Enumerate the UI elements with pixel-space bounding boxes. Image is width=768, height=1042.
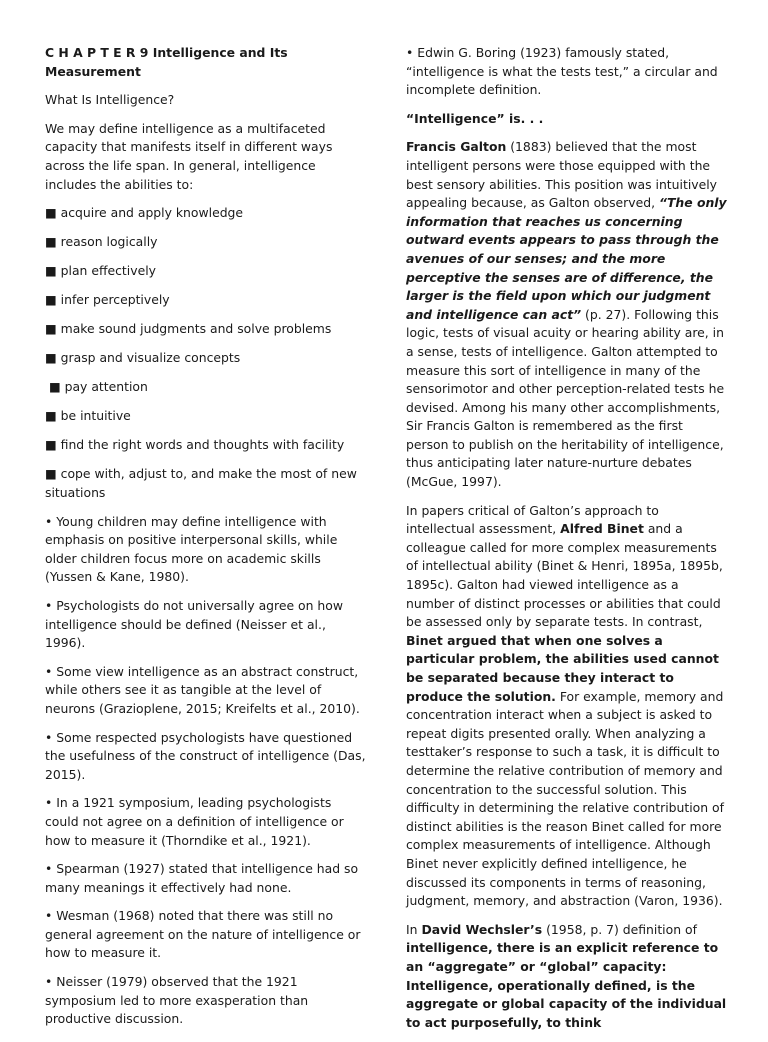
binet-text-3: For example, memory and concentration interact when a subject is asked to repeat digits presented orally. When analyzing a testtaker’s response to such a task, it is difficult to determine the relative contribution of memory and concentration to the successful solution. This difficulty in determining the relative contribution of distinct abilities is the reason Binet called for more complex measurements of intelligence. Although Binet never explicitly defined intelligence, he discussed its components in terms of reasoning, judgment, memory, and abstraction (Varon, 1936). [406, 688, 724, 909]
section-heading: What Is Intelligence? [45, 92, 175, 108]
wechsler-bold: intelligence, there is an explicit reference to an “aggregate” or “global” capacity: Intelligence, operationally defined, is the aggregate or global capacity of the individual to act purposefully, to think [406, 940, 727, 1030]
bullet-item: • Some view intelligence as an abstract construct, while others see it as tangible at the level of neurons (Grazioplene, 2015; Kreifelts et al., 2010). [45, 663, 360, 716]
ability-item: ■ find the right words and thoughts with facility [45, 437, 345, 453]
galton-text-2: (p. 27). Following this logic, tests of visual acuity or hearing ability are, in a sense, tests of intelligence. Galton attempted to measure this sort of intelligence in many of the sensorimotor and other perception-related tests he devised. Among his many other accomplishments, Sir Francis Galton is remembered as the first person to publish on the heritability of intelligence, thus anticipating later nature-nurture debates (McGue, 1997). [406, 306, 725, 490]
wechsler-name: David Wechsler’s [421, 921, 543, 937]
ability-item: ■ grasp and visualize concepts [45, 350, 241, 366]
binet-name: Alfred Binet [560, 521, 644, 537]
ability-item: ■ make sound judgments and solve problems [45, 321, 332, 337]
ability-item: ■ pay attention [45, 379, 148, 395]
intro-paragraph: We may define intelligence as a multifaceted capacity that manifests itself in different ways across the life span. In general, intelligence includes the abilities to: [45, 120, 333, 192]
bullet-item: • Psychologists do not universally agree on how intelligence should be defined (Neisser et al., 1996). [45, 597, 343, 651]
ability-item: ■ infer perceptively [45, 292, 170, 308]
galton-text-1: (1883) believed that the most intelligent persons were those equipped with the best sensory abilities. This position was intuitively appealing because, as Galton observed, [406, 139, 717, 211]
binet-text-2: and a colleague called for more complex measurements of intellectual ability (Binet & Henri, 1895a, 1895b, 1895c). Galton had viewed intelligence as a number of distinct processes or abilities that could be assessed only by separate tests. In contrast, [406, 521, 723, 630]
ability-item: ■ reason logically [45, 234, 158, 250]
bullet-item: • In a 1921 symposium, leading psychologists could not agree on a definition of intelligence or how to measure it (Thorndike et al., 1921). [45, 795, 344, 848]
binet-paragraph [406, 502, 728, 911]
boring-bullet: • Edwin G. Boring (1923) famously stated, “intelligence is what the tests test,” a circular and incomplete definition. [406, 45, 718, 98]
ability-item: ■ acquire and apply knowledge [45, 205, 244, 221]
wechsler-paragraph [406, 921, 728, 1033]
ability-item: ■ plan effectively [45, 263, 156, 279]
left-column [45, 44, 367, 1039]
binet-bold: Binet argued that when one solves a particular problem, the abilities used cannot be separated because they interact to produce the solution. [406, 632, 719, 704]
galton-paragraph [406, 138, 728, 491]
bullet-item: • Some respected psychologists have questioned the usefulness of the construct of intelligence (Das, 2015). [45, 729, 366, 782]
bullet-item: • Neisser (1979) observed that the 1921 symposium led to more exasperation than productive discussion. [45, 974, 309, 1027]
galton-quote: “The only information that reaches us concerning outward events appears to pass through the avenues of our senses; and the more perceptive the senses are of difference, the larger is the field upon which our judgment and intelligence can act” [406, 195, 727, 322]
bullet-item: • Spearman (1927) stated that intelligence had so many meanings it effectively had none. [45, 861, 359, 895]
chapter-title: C H A P T E R 9 Intelligence and Its Measurement [45, 45, 288, 79]
ability-item: ■ be intuitive [45, 408, 131, 424]
ability-item: ■ cope with, adjust to, and make the most of new situations [45, 466, 357, 500]
binet-text-1: In papers critical of Galton’s approach to intellectual assessment, [406, 502, 659, 537]
right-column [406, 44, 728, 1042]
wechsler-text-1: In [406, 921, 422, 937]
wechsler-text-2: (1958, p. 7) definition of [542, 921, 697, 937]
galton-name: Francis Galton [406, 139, 507, 155]
bullet-item: • Young children may define intelligence with emphasis on positive interpersonal skills, while older children focus more on academic skills (Yussen & Kane, 1980). [45, 513, 338, 585]
bullet-item: • Wesman (1968) noted that there was still no general agreement on the nature of intelligence or how to measure it. [45, 908, 361, 961]
subheading: “Intelligence” is. . . [406, 110, 544, 126]
